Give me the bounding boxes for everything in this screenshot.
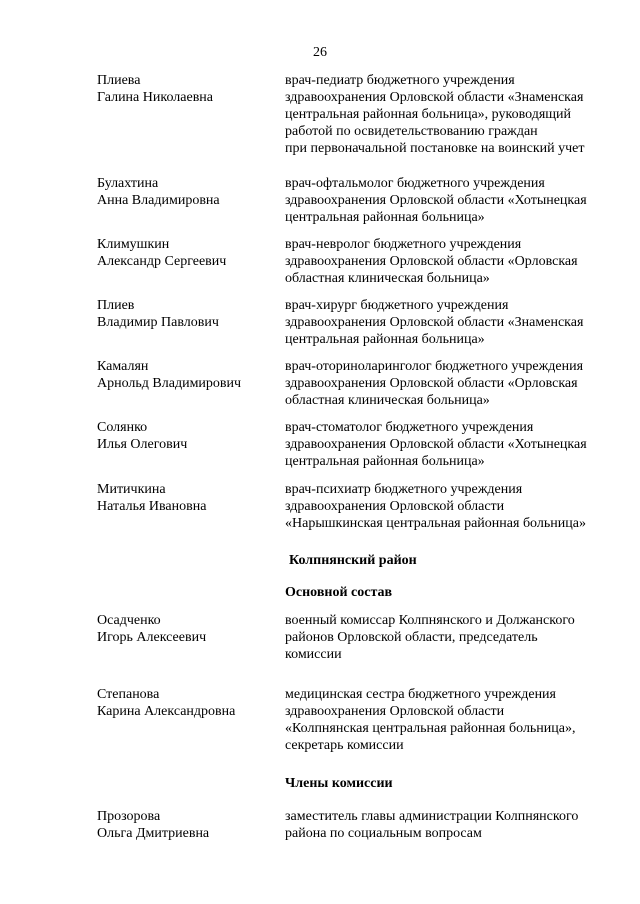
person-name: Булахтина Анна Владимировна bbox=[97, 176, 220, 208]
person-name: Плиева Галина Николаевна bbox=[97, 73, 214, 105]
person-name: Прозорова Ольга Дмитриевна bbox=[97, 809, 210, 841]
person-role: врач-педиатр бюджетного учреждения здравоохранения Орловской области «Знаменская центральная районная больница», руководящий работой по освидетельствованию граждан при первоначальной постановке на воинский учет bbox=[285, 73, 585, 156]
person-name: Степанова Карина Александровна bbox=[97, 687, 236, 719]
main-composition-heading: Основной состав bbox=[285, 585, 393, 600]
person-name: Климушкин Александр Сергеевич bbox=[97, 237, 227, 269]
person-role: медицинская сестра бюджетного учреждения здравоохранения Орловской области «Колпнянская центральная районная больница», секретарь комиссии bbox=[285, 687, 576, 753]
district-heading: Колпнянский район bbox=[289, 553, 417, 568]
person-name: Плиев Владимир Павлович bbox=[97, 298, 219, 330]
person-role: врач-хирург бюджетного учреждения здравоохранения Орловской области «Знаменская центральная районная больница» bbox=[285, 298, 584, 347]
person-name: Солянко Илья Олегович bbox=[97, 420, 188, 452]
person-role: врач-стоматолог бюджетного учреждения здравоохранения Орловской области «Хотынецкая центральная районная больница» bbox=[285, 420, 587, 469]
page-number: 26 bbox=[313, 45, 327, 60]
person-name: Осадченко Игорь Алексеевич bbox=[97, 613, 207, 645]
person-role: врач-офтальмолог бюджетного учреждения здравоохранения Орловской области «Хотынецкая центральная районная больница» bbox=[285, 176, 587, 225]
person-role: врач-оториноларинголог бюджетного учреждения здравоохранения Орловской области «Орловская областная клиническая больница» bbox=[285, 359, 584, 408]
person-role: военный комиссар Колпнянского и Должанского районов Орловской области, председатель комиссии bbox=[285, 613, 575, 662]
members-heading: Члены комиссии bbox=[285, 776, 393, 791]
person-role: заместитель главы администрации Колпнянского района по социальным вопросам bbox=[285, 809, 579, 841]
person-role: врач-невролог бюджетного учреждения здравоохранения Орловской области «Орловская областная клиническая больница» bbox=[285, 237, 578, 286]
person-name: Митичкина Наталья Ивановна bbox=[97, 482, 207, 514]
person-name: Камалян Арнольд Владимирович bbox=[97, 359, 242, 391]
person-role: врач-психиатр бюджетного учреждения здравоохранения Орловской области «Нарышкинская центральная районная больница» bbox=[285, 482, 586, 531]
